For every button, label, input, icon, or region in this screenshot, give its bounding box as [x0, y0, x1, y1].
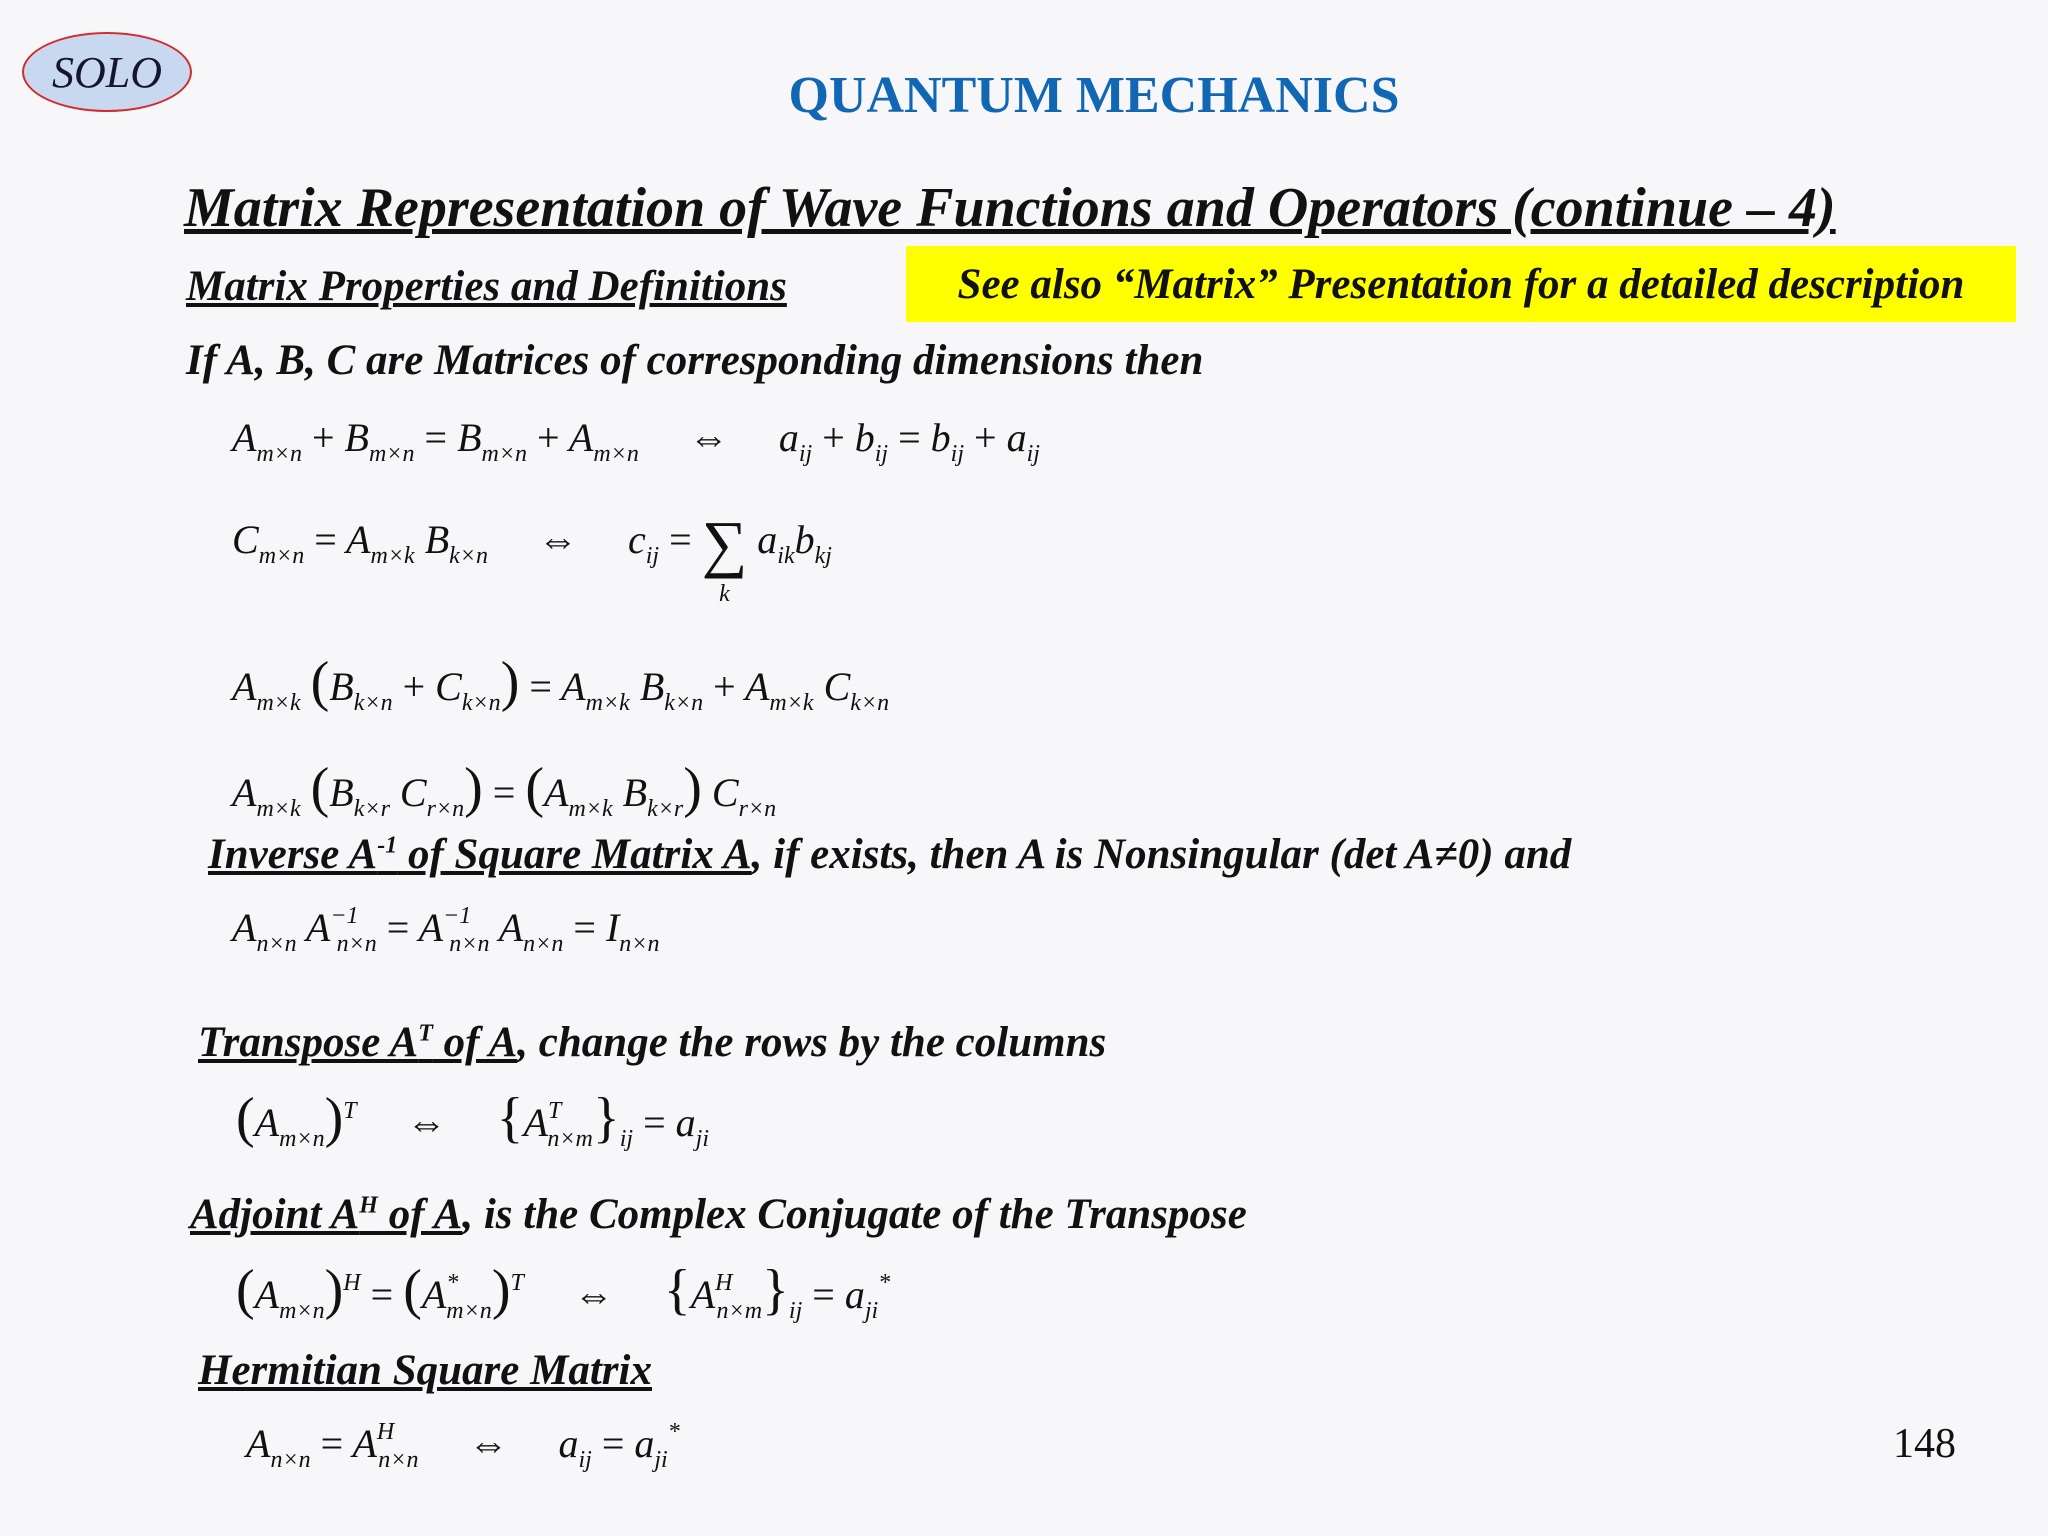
transpose-title-a: Transpose A — [198, 1019, 419, 1066]
see-also-note — [906, 246, 2016, 322]
equation-associative: $A_{m\times k}$ ($B_{k\times r}$ $C_{r\times n}) = (A_{m\times k}$ $B_{k\times r}$) $C_{r\times n}$ — [232, 757, 777, 822]
equation-adjoint: $(A_{m\times n})^H = (A^*_{m\times n})^T$ ⇔ $\{A^H_{n\times m}\}_{ij} = a_{ji}^*$ — [236, 1259, 891, 1324]
page-title: QUANTUM MECHANICS — [788, 67, 1400, 124]
adjoint-title-b: of A — [377, 1191, 463, 1238]
transpose-title-sup: T — [418, 1020, 433, 1047]
adjoint-heading — [190, 1190, 1247, 1239]
inverse-title-sup: -1 — [377, 832, 398, 859]
inverse-heading — [208, 830, 1571, 879]
equation-inverse: $A_{n\times n}$ $A^{-1}_{n\times n} = A^{-1}_{n\times n}$ $A_{n\times n} = I_{n\times n}$ — [232, 903, 660, 957]
inverse-title-b: of Square Matrix A — [397, 831, 752, 878]
adjoint-title-sup: H — [359, 1192, 378, 1219]
equation-hermitian: $A_{n\times n} = A^H_{n\times n}$ ⇔ $a_{ij} = a_{ji}^*$ — [246, 1419, 680, 1473]
hermitian-heading: Hermitian Square Matrix — [198, 1347, 652, 1394]
transpose-title-b: of A — [432, 1019, 518, 1066]
slide-title: Matrix Representation of Wave Functions and Operators (continue – 4) — [184, 177, 1836, 239]
transpose-title-c: , change the rows by the columns — [517, 1019, 1107, 1066]
adjoint-title-a: Adjoint A — [190, 1191, 360, 1238]
logo-text: SOLO — [51, 47, 163, 97]
intro-text: If A, B, C are Matrices of corresponding dimensions then — [186, 337, 1204, 384]
adjoint-title-c: , is the Complex Conjugate of the Transpose — [462, 1191, 1247, 1238]
section-subtitle: Matrix Properties and Definitions — [186, 263, 787, 310]
inverse-title-a: Inverse A — [208, 831, 378, 878]
equation-distributive: $A_{m\times k}$ $(B_{k\times n} + C_{k\times n}) = A_{m\times k}$ $B_{k\times n} + A_{m\times k}$ $C_{k\times n}$ — [232, 651, 890, 716]
inverse-title-c: , if exists, then A is Nonsingular (det A≠0) and — [751, 831, 1572, 878]
equation-addition: $A_{m\times n} + B_{m\times n} = B_{m\times n} + A_{m\times n}$ ⇔ $a_{ij} + b_{ij} = b_{ij} + a_{ij}$ — [232, 415, 1040, 467]
see-also-note-text: See also “Matrix” Presentation for a detailed description — [957, 260, 1965, 308]
page-number: 148 — [1893, 1421, 1956, 1467]
equation-multiplication: $C_{m\times n} = A_{m\times k}$ $B_{k\times n}$ ⇔ $c_{ij}$ = ∑ k $a_{ik}b_{kj}$ — [232, 508, 832, 607]
transpose-heading — [198, 1018, 1106, 1067]
equation-transpose: $(A_{m\times n})^T$ ⇔ $\{A^T_{n\times m}\}_{ij} = a_{ji}$ — [236, 1087, 709, 1152]
